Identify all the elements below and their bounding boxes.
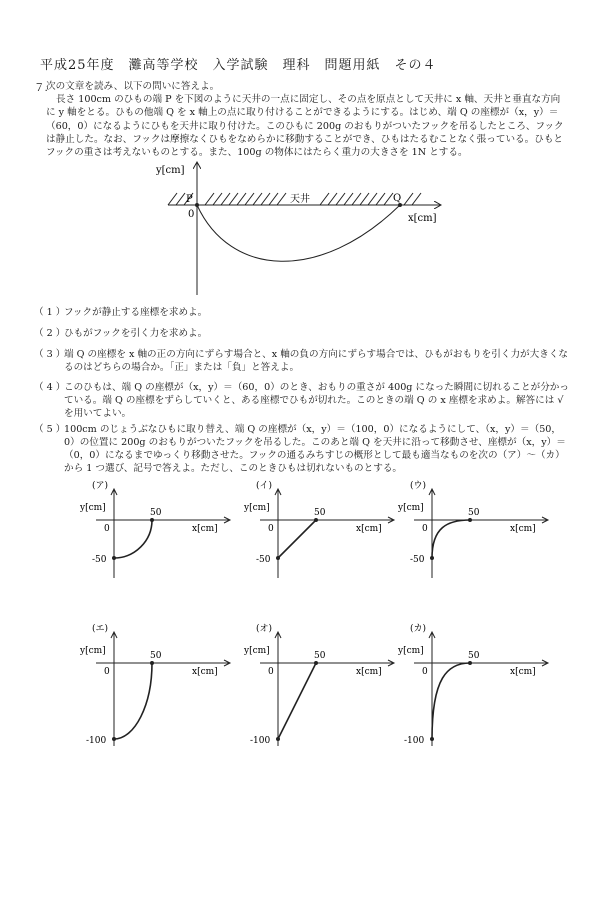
answer-graph-4	[74, 623, 234, 748]
question-5-text: 100cm のじょうぶなひもに取り替え、端 Q の座標が（x，y）＝（100，0）になるようにして、（x，y）＝（50，0）の位置に 200g のおもりがついたフックを吊るした。このあと端 Q を天井に沿って移動させ、座標が（x，y）＝（0，0）になるまでゆっくり移動させた。フックの通るみちすじの概形として最も適当なものを次の（ア）～（カ）から 1 つ選び、記号で答えよ。ただし、このときひもは切れないものとする。	[64, 424, 566, 474]
graph-y-axis-label: y[cm]	[398, 646, 424, 656]
graph-y-axis-label: y[cm]	[398, 503, 424, 513]
graph-x-axis-label: x[cm]	[356, 667, 382, 677]
graph-y-axis-label: y[cm]	[80, 646, 106, 656]
answer-graph-2	[238, 480, 398, 580]
graph-start-point	[276, 737, 280, 741]
graph-curve	[114, 663, 152, 739]
intro-instruction: 次の文章を読み、以下の問いに答えよ。	[46, 81, 220, 92]
graph-curve	[278, 520, 316, 558]
p-label: P	[186, 194, 193, 205]
graph-label: (ウ)	[410, 481, 427, 491]
origin-label: 0	[188, 209, 195, 220]
answer-graph-3	[392, 480, 552, 580]
question-2	[34, 327, 569, 340]
answer-graph-1	[74, 480, 234, 580]
graph-start-point	[430, 556, 434, 560]
graph-x-axis-label: x[cm]	[192, 524, 218, 534]
graph-x-tick-label: 50	[150, 508, 162, 518]
graph-curve	[278, 663, 316, 739]
rope-curve	[197, 205, 400, 261]
graph-label: (イ)	[256, 481, 273, 491]
graph-y-axis-label: y[cm]	[80, 503, 106, 513]
ceiling-label: 天井	[290, 194, 310, 205]
question-2-num: （ 2 ）	[34, 328, 66, 339]
question-4-text: このひもは、端 Q の座標が（x，y）＝（60，0）のとき、おもりの重さが 400g になった瞬間に切れることが分かっている。端 Q の座標をずらしていくと、ある座標でひもが切れた。このときの端 Q の x 座標を求めよ。解答には √ を用いてよい。	[64, 382, 569, 419]
intro-text	[46, 80, 566, 159]
graph-x-tick-label: 50	[314, 508, 326, 518]
graph-origin-label: 0	[422, 667, 428, 677]
graph-end-point	[314, 518, 318, 522]
intro-body: 長さ 100cm のひもの端 P を下図のように天井の一点に固定し、その点を原点として天井に x 軸、天井と垂直な方向に y 軸をとる。ひもの他端 Q を x 軸上の点に取り付けることができるようにする。はじめ、端 Q の座標が（x，y）＝（60，0）になるようにひもを天井に取り付けた。このひもに 200g のおもりがついたフックを吊るしたところ、フックは静止した。なお、フックは摩擦なくひもをなめらかに移動することができ、ひもはたるむことなく張っている。ひもとフックの重さは考えないものとする。また、100g の物体にはたらく重力の大きさを 1N とする。	[46, 94, 564, 159]
main-figure	[150, 155, 450, 300]
graph-x-axis-label: x[cm]	[510, 524, 536, 534]
q-label: Q	[393, 193, 402, 204]
question-4-num: （ 4 ）	[34, 382, 66, 393]
graph-start-point	[112, 737, 116, 741]
graph-x-axis-label: x[cm]	[510, 667, 536, 677]
graph-start-point	[430, 737, 434, 741]
question-1-num: （ 1 ）	[34, 307, 66, 318]
point-p	[195, 203, 199, 207]
graph-label: (ア)	[92, 481, 109, 491]
graph-x-tick-label: 50	[314, 651, 326, 661]
graph-x-axis-label: x[cm]	[192, 667, 218, 677]
graph-origin-label: 0	[268, 524, 274, 534]
graph-start-point	[112, 556, 116, 560]
graph-end-point	[150, 518, 154, 522]
graph-y-tick-label: -100	[404, 736, 425, 746]
graph-end-point	[468, 661, 472, 665]
graph-y-tick-label: -100	[86, 736, 107, 746]
graph-y-tick-label: -50	[410, 555, 425, 565]
answer-graph-5	[238, 623, 398, 748]
graph-end-point	[468, 518, 472, 522]
graph-label: (カ)	[410, 624, 427, 634]
question-number: ７.	[34, 82, 48, 94]
graph-curve	[432, 520, 470, 558]
page-header: 平成25年度 灘高等学校 入学試験 理科 問題用紙 その４	[40, 58, 437, 73]
question-3-text: 端 Q の座標を x 軸の正の方向にずらす場合と、x 軸の負の方向にずらす場合では、ひもがおもりを引く力が大きくなるのはどちらの場合か。「正」または「負」と答えよ。	[64, 349, 569, 373]
question-4	[34, 381, 569, 420]
y-axis-label: y[cm]	[156, 165, 185, 176]
graph-curve	[432, 663, 470, 739]
graph-origin-label: 0	[104, 524, 110, 534]
graph-x-tick-label: 50	[468, 651, 480, 661]
graph-y-axis-label: y[cm]	[244, 503, 270, 513]
x-axis-label: x[cm]	[408, 213, 437, 224]
graph-x-tick-label: 50	[468, 508, 480, 518]
graph-y-tick-label: -50	[256, 555, 271, 565]
question-2-text: ひもがフックを引く力を求めよ。	[64, 328, 208, 339]
graph-origin-label: 0	[104, 667, 110, 677]
question-3-num: （ 3 ）	[34, 349, 66, 360]
graph-origin-label: 0	[268, 667, 274, 677]
question-3	[34, 348, 569, 374]
graph-y-axis-label: y[cm]	[244, 646, 270, 656]
graph-end-point	[314, 661, 318, 665]
graph-end-point	[150, 661, 154, 665]
question-5-num: （ 5 ）	[34, 424, 66, 435]
graph-origin-label: 0	[422, 524, 428, 534]
graph-x-tick-label: 50	[150, 651, 162, 661]
answer-graph-6	[392, 623, 552, 748]
question-1	[34, 306, 569, 319]
graph-x-axis-label: x[cm]	[356, 524, 382, 534]
question-5	[34, 423, 569, 475]
graph-label: (オ)	[256, 624, 273, 634]
graph-curve	[114, 520, 152, 558]
graph-label: (エ)	[92, 624, 109, 634]
question-1-text: フックが静止する座標を求めよ。	[64, 307, 208, 318]
graph-y-tick-label: -100	[250, 736, 271, 746]
graph-y-tick-label: -50	[92, 555, 107, 565]
graph-start-point	[276, 556, 280, 560]
